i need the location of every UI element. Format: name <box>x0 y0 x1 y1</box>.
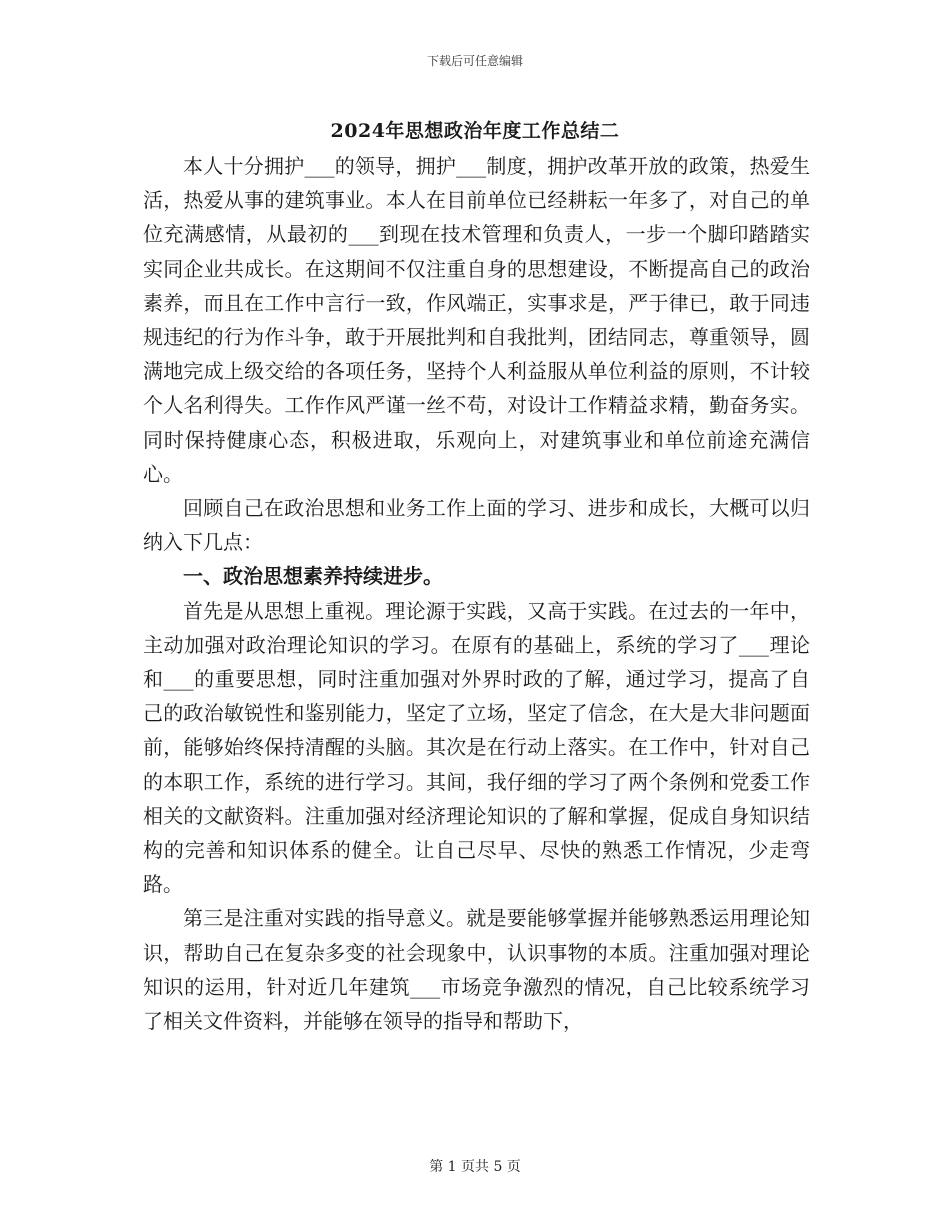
paragraph: 首先是从思想上重视。理论源于实践，又高于实践。在过去的一年中，主动加强对政治理论知识的学习。在原有的基础上，系统的学习了___理论和___的重要思想，同时注重加强对外界时政的了解，通过学习，提高了自己的政治敏锐性和鉴别能力，坚定了立场，坚定了信念，在大是大非问题面前，能够始终保持清醒的头脑。其次是在行动上落实。在工作中，针对自己的本职工作，系统的进行学习。其间，我仔细的学习了两个条例和党委工作相关的文献资料。注重加强对经济理论知识的了解和掌握，促成自身知识结构的完善和知识体系的健全。让自己尽早、尽快的熟悉工作情况，少走弯路。 <box>143 598 810 897</box>
paragraph: 第三是注重对实践的指导意义。就是要能够掌握并能够熟悉运用理论知识，帮助自己在复杂多变的社会现象中，认识事物的本质。注重加强对理论知识的运用，针对近几年建筑___市场竞争激烈的情况，自己比较系统学习了相关文件资料，并能够在领导的指导和帮助下， <box>143 906 810 1034</box>
page-footer-number: 第 1 页共 5 页 <box>429 1159 521 1175</box>
document-body <box>143 149 810 1038</box>
section-heading: 一、政治思想素养持续进步。 <box>183 564 443 589</box>
paragraph: 回顾自己在政治思想和业务工作上面的学习、进步和成长，大概可以归纳入下几点： <box>143 496 810 555</box>
page-header-note: 下载后可任意编辑 <box>426 54 523 68</box>
document-title: 2024年思想政治年度工作总结二 <box>330 120 620 142</box>
paragraph: 本人十分拥护___的领导，拥护___制度，拥护改革开放的政策，热爱生活，热爱从事的建筑事业。本人在目前单位已经耕耘一年多了，对自己的单位充满感情，从最初的___到现在技术管理和负责人，一步一个脚印踏踏实实同企业共成长。在这期间不仅注重自身的思想建设，不断提高自己的政治素养，而且在工作中言行一致，作风端正，实事求是，严于律已，敢于同违规违纪的行为作斗争，敢于开展批判和自我批判，团结同志，尊重领导，圆满地完成上级交给的各项任务，坚持个人利益服从单位利益的原则，不计较个人名利得失。工作作风严谨一丝不苟，对设计工作精益求精，勤奋务实。同时保持健康心态，积极进取，乐观向上，对建筑事业和单位前途充满信心。 <box>143 154 810 486</box>
